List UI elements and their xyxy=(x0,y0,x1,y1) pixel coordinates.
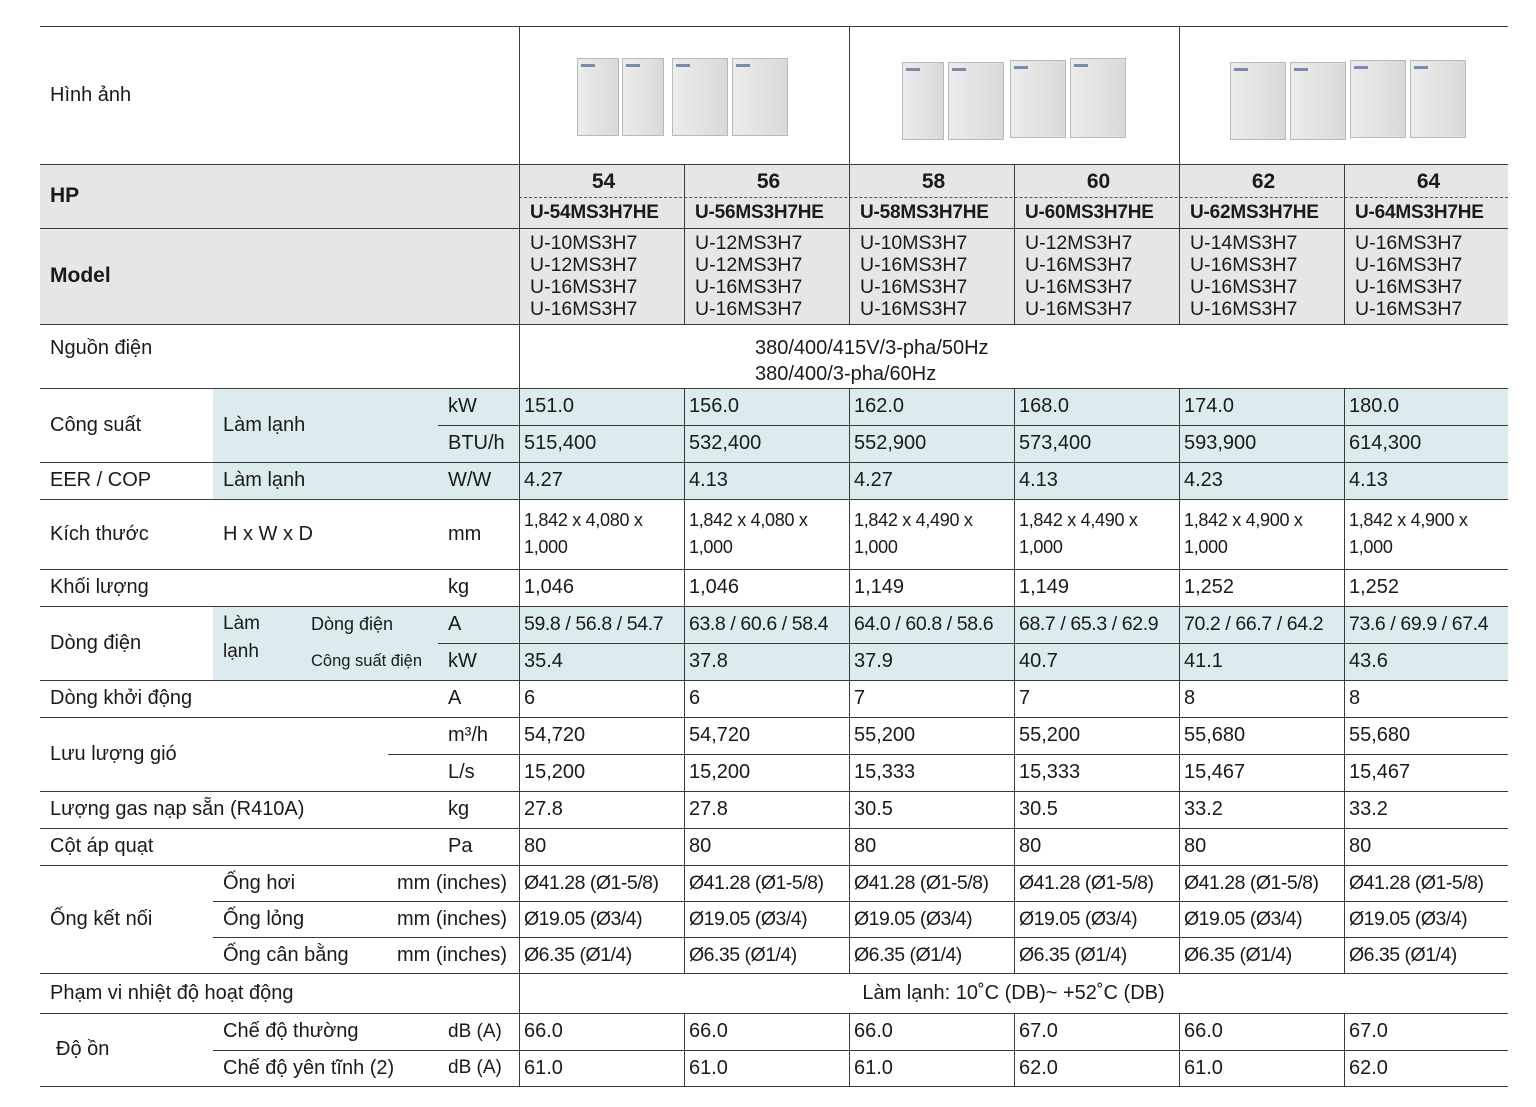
liquid-pipe-label: Ống lỏng xyxy=(223,907,305,930)
operating-range-label: Phạm vi nhiệt độ hoạt động xyxy=(50,981,294,1004)
module-code: U-16MS3H7 xyxy=(530,276,638,298)
eer-value: 4.13 xyxy=(689,469,728,491)
module-list xyxy=(1019,230,1178,322)
module-code: U-16MS3H7 xyxy=(1025,298,1133,320)
module-code: U-16MS3H7 xyxy=(1355,232,1463,254)
airflow-m3h: 54,720 xyxy=(524,724,586,746)
module-code: U-16MS3H7 xyxy=(1190,254,1298,276)
module-code: U-14MS3H7 xyxy=(1190,232,1298,254)
model-code: U-56MS3H7HE xyxy=(695,202,824,223)
starting-current-value: 6 xyxy=(689,687,701,709)
module-code: U-16MS3H7 xyxy=(1025,276,1133,298)
dimensions-line: 1,842 x 4,490 x xyxy=(854,510,973,530)
refrigerant-value: 30.5 xyxy=(1019,798,1058,820)
module-code: U-12MS3H7 xyxy=(1025,232,1133,254)
current-value: 70.2 / 66.7 / 64.2 xyxy=(1184,613,1324,635)
liquid-pipe-value: Ø19.05 (Ø3/4) xyxy=(1184,907,1303,930)
model-code: U-60MS3H7HE xyxy=(1025,202,1154,223)
airflow-m3h: 54,720 xyxy=(689,724,751,746)
weight-value: 1,252 xyxy=(1349,576,1400,598)
static-pressure-value: 80 xyxy=(1019,835,1042,857)
unit-mm-inches-2: mm (inches) xyxy=(397,907,508,930)
dimensions-line: 1,842 x 4,490 x xyxy=(1019,510,1138,530)
liquid-pipe-value: Ø19.05 (Ø3/4) xyxy=(854,907,973,930)
model-label: Model xyxy=(50,264,111,287)
unit-dba-1: dB (A) xyxy=(448,1020,502,1042)
dimensions-line: 1,000 xyxy=(524,537,568,557)
module-code: U-16MS3H7 xyxy=(695,298,803,320)
dimensions-line: 1,842 x 4,080 x xyxy=(689,510,808,530)
current-value: 63.8 / 60.6 / 58.4 xyxy=(689,613,829,635)
power-supply-60hz: 380/400/3-pha/60Hz xyxy=(755,363,937,385)
unit-pa: Pa xyxy=(448,835,473,857)
unit-mm: mm xyxy=(448,522,482,545)
capacity-cooling-label: Làm lạnh xyxy=(223,413,306,436)
capacity-btuh: 573,400 xyxy=(1019,432,1092,454)
dimensions-value xyxy=(1184,504,1343,564)
product-image-group-1 xyxy=(560,46,850,146)
gas-pipe-value: Ø41.28 (Ø1-5/8) xyxy=(1349,871,1484,894)
noise-normal-value: 66.0 xyxy=(689,1020,728,1042)
module-code: U-16MS3H7 xyxy=(860,254,968,276)
airflow-m3h: 55,680 xyxy=(1349,724,1411,746)
static-pressure-value: 80 xyxy=(854,835,877,857)
unit-mm-inches-1: mm (inches) xyxy=(397,871,508,894)
airflow-ls: 15,333 xyxy=(854,761,916,783)
weight-value: 1,149 xyxy=(1019,576,1070,598)
balance-pipe-label: Ống cân bằng xyxy=(223,943,349,966)
airflow-ls: 15,333 xyxy=(1019,761,1081,783)
unit-m3h: m³/h xyxy=(448,724,488,746)
noise-quiet-value: 61.0 xyxy=(1184,1056,1223,1079)
noise-normal-value: 66.0 xyxy=(1184,1020,1223,1042)
balance-pipe-value: Ø6.35 (Ø1/4) xyxy=(854,943,962,966)
power-supply-label: Nguồn điện xyxy=(50,336,153,359)
balance-pipe-value: Ø6.35 (Ø1/4) xyxy=(1019,943,1127,966)
module-code: U-16MS3H7 xyxy=(1025,254,1133,276)
module-code: U-16MS3H7 xyxy=(1190,276,1298,298)
module-code: U-16MS3H7 xyxy=(530,298,638,320)
module-code: U-12MS3H7 xyxy=(695,232,803,254)
model-code: U-62MS3H7HE xyxy=(1190,202,1319,223)
noise-quiet-value: 61.0 xyxy=(854,1056,893,1079)
current-value: 59.8 / 56.8 / 54.7 xyxy=(524,613,664,635)
unit-btuh: BTU/h xyxy=(448,432,505,454)
operating-range-value: Làm lạnh: 10˚C (DB)~ +52˚C (DB) xyxy=(862,981,1165,1004)
gas-pipe-label: Ống hơi xyxy=(223,871,296,894)
dimensions-line: 1,000 xyxy=(1184,537,1228,557)
liquid-pipe-value: Ø19.05 (Ø3/4) xyxy=(1019,907,1138,930)
static-pressure-label: Cột áp quạt xyxy=(50,835,154,857)
unit-a-2: A xyxy=(448,687,462,709)
module-code: U-16MS3H7 xyxy=(1355,276,1463,298)
unit-kw: kW xyxy=(448,395,477,417)
liquid-pipe-value: Ø19.05 (Ø3/4) xyxy=(689,907,808,930)
refrigerant-value: 27.8 xyxy=(689,798,728,820)
capacity-kw: 180.0 xyxy=(1349,395,1400,417)
unit-ww: W/W xyxy=(448,469,492,491)
refrigerant-value: 33.2 xyxy=(1349,798,1388,820)
power-input-label: Công suất điện xyxy=(311,652,422,670)
piping-label: Ống kết nối xyxy=(50,907,153,930)
static-pressure-value: 80 xyxy=(1349,835,1372,857)
weight-value: 1,046 xyxy=(524,576,575,598)
airflow-ls: 15,200 xyxy=(689,761,751,783)
model-code: U-64MS3H7HE xyxy=(1355,202,1484,223)
dimensions-line: 1,842 x 4,900 x xyxy=(1184,510,1303,530)
unit-mm-inches-3: mm (inches) xyxy=(397,943,508,966)
starting-current-label: Dòng khởi động xyxy=(50,687,193,709)
power-input-value: 41.1 xyxy=(1184,650,1223,672)
noise-normal-value: 66.0 xyxy=(854,1020,893,1042)
capacity-label: Công suất xyxy=(50,413,142,436)
noise-quiet-value: 61.0 xyxy=(524,1056,563,1079)
capacity-kw: 151.0 xyxy=(524,395,575,417)
module-list xyxy=(1349,230,1508,322)
hp-label: HP xyxy=(50,184,80,207)
airflow-label: Lưu lượng gió xyxy=(50,742,177,765)
power-input-value: 37.8 xyxy=(689,650,728,672)
current-cooling-line2: lạnh xyxy=(223,641,259,662)
unit-a: A xyxy=(448,613,462,635)
liquid-pipe-value: Ø19.05 (Ø3/4) xyxy=(1349,907,1468,930)
unit-kg: kg xyxy=(448,576,470,598)
quiet-mode-label: Chế độ yên tĩnh (2) xyxy=(223,1056,395,1079)
capacity-btuh: 552,900 xyxy=(854,432,927,454)
noise-normal-value: 67.0 xyxy=(1349,1020,1388,1042)
module-list xyxy=(854,230,1013,322)
module-list xyxy=(1184,230,1343,322)
hp-value: 64 xyxy=(1416,170,1441,193)
weight-label: Khối lượng xyxy=(50,576,149,598)
airflow-ls: 15,467 xyxy=(1349,761,1411,783)
hp-value: 60 xyxy=(1086,170,1111,193)
dimensions-line: 1,842 x 4,080 x xyxy=(524,510,643,530)
module-code: U-16MS3H7 xyxy=(1355,254,1463,276)
dimensions-value xyxy=(1019,504,1178,564)
eer-label: EER / COP xyxy=(50,469,152,491)
unit-dba-2: dB (A) xyxy=(448,1057,502,1078)
static-pressure-value: 80 xyxy=(524,835,547,857)
hp-value: 54 xyxy=(591,170,616,193)
power-supply-50hz: 380/400/415V/3-pha/50Hz xyxy=(755,337,989,359)
balance-pipe-value: Ø6.35 (Ø1/4) xyxy=(1184,943,1292,966)
dimensions-label: Kích thước xyxy=(50,522,149,545)
noise-quiet-value: 61.0 xyxy=(689,1056,728,1079)
hp-value: 62 xyxy=(1251,170,1276,193)
dimensions-line: 1,000 xyxy=(854,537,898,557)
capacity-kw: 168.0 xyxy=(1019,395,1070,417)
starting-current-value: 8 xyxy=(1349,687,1361,709)
power-input-value: 35.4 xyxy=(524,650,563,672)
module-list xyxy=(689,230,848,322)
dimensions-line: 1,000 xyxy=(689,537,733,557)
gas-pipe-value: Ø41.28 (Ø1-5/8) xyxy=(854,871,989,894)
dimensions-line: 1,000 xyxy=(1349,537,1393,557)
capacity-btuh: 515,400 xyxy=(524,432,597,454)
dimensions-value xyxy=(689,504,848,564)
airflow-m3h: 55,200 xyxy=(1019,724,1081,746)
noise-quiet-value: 62.0 xyxy=(1349,1056,1388,1079)
eer-value: 4.27 xyxy=(854,469,893,491)
current-sub-label: Dòng điện xyxy=(311,614,394,634)
capacity-btuh: 593,900 xyxy=(1184,432,1257,454)
hp-value: 56 xyxy=(756,170,781,193)
gas-pipe-value: Ø41.28 (Ø1-5/8) xyxy=(689,871,824,894)
gas-pipe-value: Ø41.28 (Ø1-5/8) xyxy=(1019,871,1154,894)
hwd-label: H x W x D xyxy=(223,522,313,545)
starting-current-value: 7 xyxy=(854,687,866,709)
capacity-kw: 174.0 xyxy=(1184,395,1235,417)
capacity-kw: 162.0 xyxy=(854,395,905,417)
dimensions-value xyxy=(524,504,683,564)
starting-current-value: 7 xyxy=(1019,687,1031,709)
module-code: U-16MS3H7 xyxy=(1190,298,1298,320)
refrigerant-label: Lượng gas nạp sẵn (R410A) xyxy=(50,798,305,820)
noise-normal-value: 66.0 xyxy=(524,1020,563,1042)
static-pressure-value: 80 xyxy=(689,835,712,857)
refrigerant-value: 30.5 xyxy=(854,798,893,820)
starting-current-value: 6 xyxy=(524,687,536,709)
dimensions-line: 1,842 x 4,900 x xyxy=(1349,510,1468,530)
unit-kw-2: kW xyxy=(448,650,477,672)
dimensions-line: 1,000 xyxy=(1019,537,1063,557)
module-code: U-16MS3H7 xyxy=(695,276,803,298)
image-label: Hình ảnh xyxy=(50,83,132,106)
noise-normal-value: 67.0 xyxy=(1019,1020,1058,1042)
static-pressure-value: 80 xyxy=(1184,835,1207,857)
unit-kg-2: kg xyxy=(448,798,470,820)
power-input-value: 37.9 xyxy=(854,650,893,672)
weight-value: 1,252 xyxy=(1184,576,1235,598)
starting-current-value: 8 xyxy=(1184,687,1196,709)
eer-value: 4.13 xyxy=(1019,469,1058,491)
balance-pipe-value: Ø6.35 (Ø1/4) xyxy=(689,943,797,966)
airflow-ls: 15,467 xyxy=(1184,761,1246,783)
spec-table xyxy=(40,26,1508,1086)
product-image-group-2 xyxy=(890,46,1180,146)
weight-value: 1,046 xyxy=(689,576,740,598)
capacity-btuh: 614,300 xyxy=(1349,432,1422,454)
eer-value: 4.23 xyxy=(1184,469,1223,491)
power-input-value: 40.7 xyxy=(1019,650,1058,672)
power-supply-values xyxy=(755,334,1075,388)
balance-pipe-value: Ø6.35 (Ø1/4) xyxy=(524,943,632,966)
dimensions-value xyxy=(854,504,1013,564)
module-code: U-12MS3H7 xyxy=(695,254,803,276)
module-code: U-10MS3H7 xyxy=(530,232,638,254)
current-label: Dòng điện xyxy=(50,631,142,654)
eer-value: 4.27 xyxy=(524,469,563,491)
noise-quiet-value: 62.0 xyxy=(1019,1056,1058,1079)
balance-pipe-value: Ø6.35 (Ø1/4) xyxy=(1349,943,1457,966)
eer-cooling-label: Làm lạnh xyxy=(223,469,306,491)
current-cooling-line1: Làm xyxy=(223,613,260,634)
eer-value: 4.13 xyxy=(1349,469,1388,491)
airflow-ls: 15,200 xyxy=(524,761,586,783)
module-code: U-16MS3H7 xyxy=(1355,298,1463,320)
unit-ls: L/s xyxy=(448,761,475,783)
model-code: U-54MS3H7HE xyxy=(530,202,659,223)
module-code: U-16MS3H7 xyxy=(860,276,968,298)
liquid-pipe-value: Ø19.05 (Ø3/4) xyxy=(524,907,643,930)
hp-value: 58 xyxy=(921,170,946,193)
noise-label: Độ ồn xyxy=(56,1038,110,1060)
power-input-value: 43.6 xyxy=(1349,650,1388,672)
current-value: 73.6 / 69.9 / 67.4 xyxy=(1349,613,1489,635)
airflow-m3h: 55,200 xyxy=(854,724,916,746)
gas-pipe-value: Ø41.28 (Ø1-5/8) xyxy=(1184,871,1319,894)
current-value: 68.7 / 65.3 / 62.9 xyxy=(1019,613,1159,635)
current-value: 64.0 / 60.8 / 58.6 xyxy=(854,613,994,635)
normal-mode-label: Chế độ thường xyxy=(223,1020,359,1042)
gas-pipe-value: Ø41.28 (Ø1-5/8) xyxy=(524,871,659,894)
refrigerant-value: 33.2 xyxy=(1184,798,1223,820)
module-code: U-10MS3H7 xyxy=(860,232,968,254)
product-image-group-3 xyxy=(1220,46,1510,146)
dimensions-value xyxy=(1349,504,1508,564)
module-list xyxy=(524,230,683,322)
capacity-btuh: 532,400 xyxy=(689,432,762,454)
capacity-kw: 156.0 xyxy=(689,395,740,417)
refrigerant-value: 27.8 xyxy=(524,798,563,820)
model-code: U-58MS3H7HE xyxy=(860,202,989,223)
weight-value: 1,149 xyxy=(854,576,905,598)
airflow-m3h: 55,680 xyxy=(1184,724,1246,746)
module-code: U-12MS3H7 xyxy=(530,254,638,276)
module-code: U-16MS3H7 xyxy=(860,298,968,320)
